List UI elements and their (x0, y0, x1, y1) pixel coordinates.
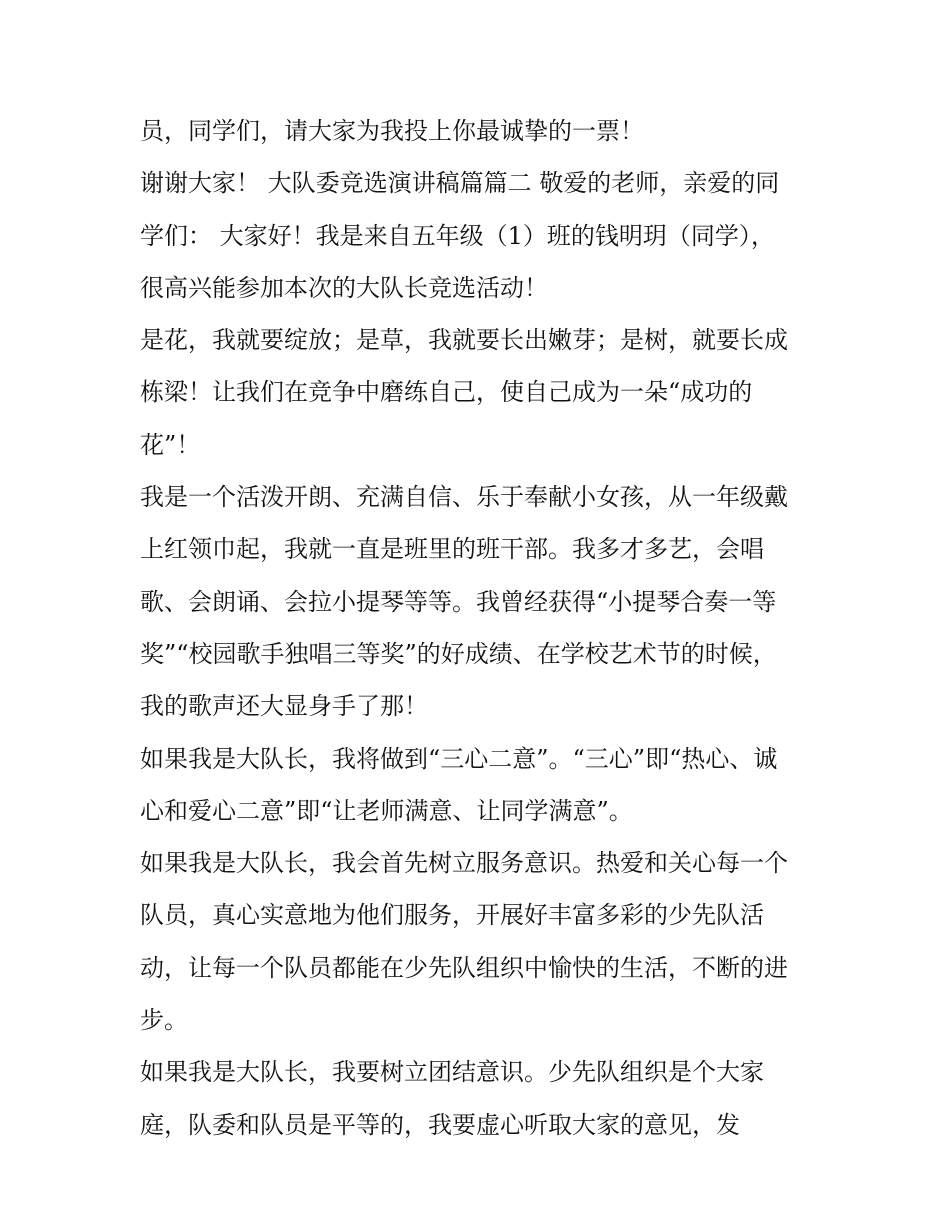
text-line: 栋梁！让我们在竞争中磨练自己，使自己成为一朵“成功的 (140, 378, 753, 407)
text-line: 心和爱心二意”即“让老师满意、让同学满意”。 (140, 796, 633, 825)
text-line: 歌、会朗诵、会拉小提琴等等。我曾经获得“小提琴合奏一等 (140, 587, 777, 616)
text-line: 步。 (140, 1006, 188, 1035)
text-line: 我的歌声还大显身手了那！ (140, 692, 428, 721)
text-line: 花”！ (140, 430, 201, 459)
text-line: 奖”“校园歌手独唱三等奖”的好成绩、在学校艺术节的时候， (140, 639, 777, 668)
text-line: 谢谢大家！ 大队委竞选演讲稿篇篇二 敬爱的老师，亲爱的同 (140, 169, 780, 198)
text-line: 是花，我就要绽放；是草，我就要长出嫩芽；是树，就要长成 (140, 326, 788, 355)
text-line: 庭，队委和队员是平等的，我要虚心听取大家的意见，发 (140, 1110, 740, 1139)
text-line: 如果我是大队长，我会首先树立服务意识。热爱和关心每一个 (140, 849, 788, 878)
text-line: 员，同学们，请大家为我投上你最诚挚的一票！ (140, 117, 644, 145)
text-line: 我是一个活泼开朗、充满自信、乐于奉献小女孩，从一年级戴 (140, 483, 788, 512)
text-line: 动，让每一个队员都能在少先队组织中愉快的生活，不断的进 (140, 953, 788, 982)
text-line: 上红领巾起，我就一直是班里的班干部。我多才多艺，会唱 (140, 535, 764, 564)
text-line: 如果我是大队长，我将做到“三心二意”。“三心”即“热心、诚 (140, 744, 778, 773)
body-text (140, 105, 830, 1151)
text-line: 如果我是大队长，我要树立团结意识。少先队组织是个大家 (140, 1058, 764, 1087)
text-line: 学们： 大家好！我是来自五年级（1）班的钱明玥（同学）， (140, 221, 775, 250)
text-line: 很高兴能参加本次的大队长竞选活动！ (140, 273, 548, 302)
text-line: 队员，真心实意地为他们服务，开展好丰富多彩的少先队活 (140, 901, 764, 930)
